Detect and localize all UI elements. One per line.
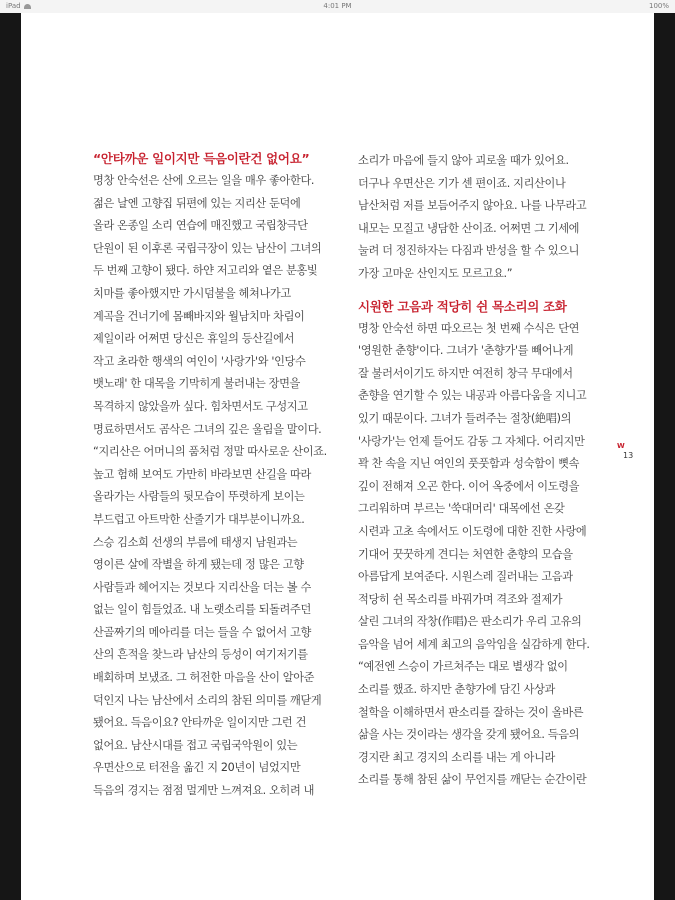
- body-line: 아름답게 보여준다. 시원스레 질러내는 고음과: [358, 570, 573, 584]
- body-line: 올라가는 사람들의 뒷모습이 뚜렷하게 보이는: [93, 490, 305, 504]
- body-line: 삶을 사는 것이라는 생각을 갖게 됐어요. 득음의: [358, 728, 580, 742]
- body-line: 음악을 넘어 세계 최고의 음악임을 실감하게 한다.: [358, 637, 590, 651]
- body-line: 올라 온종일 소리 연습에 매진했고 국립창극단: [93, 219, 308, 233]
- body-line: “지리산은 어머니의 품처럼 정말 따사로운 산이죠.: [93, 445, 327, 459]
- body-line: 배회하며 보냈죠. 그 허전한 마음을 산이 알아준: [93, 671, 315, 685]
- status-battery: 100%: [648, 2, 669, 10]
- body-line: 춘향을 연기할 수 있는 내공과 아름다움을 지니고: [358, 389, 587, 403]
- body-line: 없는 일이 힘들었죠. 내 노랫소리를 되돌려주던: [93, 603, 311, 617]
- page-folio: [617, 441, 633, 461]
- article-column-right: [358, 150, 616, 792]
- body-line: 산의 흔적을 찾느라 남산의 등성이 여기저기를: [93, 648, 308, 662]
- body-line: 없어요. 남산시대를 접고 국립국악원이 있는: [93, 738, 298, 752]
- body-line: '영원한 춘향'이다. 그녀가 '춘향가'를 빼어나게: [358, 344, 574, 358]
- status-carrier: iPad: [6, 0, 31, 13]
- article-column-left: [93, 150, 345, 803]
- body-line: 있기 때문이다. 그녀가 들려주는 절창(絶唱)의: [358, 411, 572, 425]
- body-line: 남산처럼 저를 보듬어주지 않아요. 나를 나무라고: [358, 199, 587, 213]
- body-line: 명료하면서도 곰삭은 그녀의 깊은 울림을 말이다.: [93, 422, 322, 436]
- body-line: 꽉 찬 속을 지닌 여인의 풋풋함과 성숙함이 뼛속: [358, 457, 580, 471]
- body-line: 우면산으로 터전을 옮긴 지 20년이 넘었지만: [93, 761, 301, 775]
- body-line: 덕인지 나는 남산에서 소리의 참된 의미를 깨닫게: [93, 693, 322, 707]
- right-body-text-bottom: [358, 318, 616, 792]
- body-line: 단원이 된 이후론 국립극장이 있는 남산이 그녀의: [93, 241, 322, 255]
- body-line: 경지란 최고 경지의 소리를 내는 게 아니라: [358, 750, 556, 764]
- body-line: '사랑가'는 언제 들어도 감동 그 자체다. 어리지만: [358, 434, 585, 448]
- body-line: 젊은 날엔 고향집 뒤편에 있는 지리산 둔덕에: [93, 196, 301, 210]
- body-line: 높고 험해 보여도 가만히 바라보면 산길을 따라: [93, 467, 311, 481]
- body-line: 가장 고마운 산인지도 모르고요.”: [358, 266, 513, 280]
- body-line: 내모는 모질고 냉담한 산이죠. 어쩌면 그 기세에: [358, 221, 580, 235]
- body-line: 제일이라 어쩌면 당신은 휴일의 등산길에서: [93, 332, 295, 346]
- magazine-page[interactable]: [21, 13, 654, 900]
- body-line: 뱃노래' 한 대목을 기막히게 불러내는 장면을: [93, 377, 300, 391]
- body-line: 목격하지 않았을까 싶다. 힘차면서도 구성지고: [93, 399, 308, 413]
- body-line: 영이른 살에 작별을 하게 됐는데 정 많은 고향: [93, 558, 304, 572]
- body-line: 더구나 우면산은 기가 센 편이죠. 지리산이나: [358, 176, 566, 190]
- body-line: 철학을 이해하면서 판소리를 잘하는 것이 올바른: [358, 705, 584, 719]
- body-line: 부드럽고 아트막한 산줄기가 대부분이니까요.: [93, 512, 305, 526]
- page-number: 13: [623, 451, 634, 460]
- body-line: 소리를 통해 참된 삶이 무언지를 깨닫는 순간이란: [358, 773, 587, 787]
- section-heading-left: “안타까운 일이지만 득음이란건 없어요”: [93, 151, 310, 166]
- body-line: 산골짜기의 메아리를 더는 들을 수 없어서 고향: [93, 625, 311, 639]
- body-line: 계곡을 건너기에 몸빼바지와 월남치마 차림이: [93, 309, 305, 323]
- body-line: 됐어요. 득음이요? 안타까운 일이지만 그런 건: [93, 716, 307, 730]
- magazine-logo-mark: W: [617, 442, 625, 450]
- body-line: 스승 김소희 선생의 부름에 태생지 남원과는: [93, 535, 298, 549]
- body-line: 잘 불러서이기도 하지만 여전히 창극 무대에서: [358, 366, 573, 380]
- status-time: 4:01 PM: [323, 2, 352, 10]
- body-line: 적당히 쉰 목소리를 바꿔가며 격조와 절제가: [358, 592, 563, 606]
- section-heading-right: 시원한 고음과 적당히 쉰 목소리의 조화: [358, 298, 567, 314]
- body-line: 치마를 좋아했지만 가시덤불을 헤쳐나가고: [93, 286, 291, 300]
- body-line: 눌려 더 정진하자는 다짐과 반성을 할 수 있으니: [358, 244, 580, 258]
- body-line: 사람들과 헤어지는 것보다 지리산을 더는 볼 수: [93, 580, 311, 594]
- right-frame: [654, 13, 675, 900]
- status-bar: [0, 0, 675, 13]
- body-line: 소리가 마음에 들지 않아 괴로울 때가 있어요.: [358, 154, 569, 167]
- body-line: “예전엔 스승이 가르쳐주는 대로 별생각 없이: [358, 660, 568, 674]
- body-line: 살린 그녀의 작창(作唱)은 판소리가 우리 고유의: [358, 615, 582, 629]
- left-body-text: [93, 170, 345, 803]
- left-frame: [0, 13, 21, 900]
- body-line: 명창 안숙선은 산에 오르는 일을 매우 좋아한다.: [93, 174, 315, 187]
- body-line: 명창 안숙선 하면 따오르는 첫 번째 수식은 단연: [358, 321, 580, 335]
- body-line: 두 번째 고향이 됐다. 하얀 저고리와 옅은 분홍빛: [93, 264, 318, 278]
- body-line: 깊이 전해져 오곤 한다. 이어 옥중에서 이도령을: [358, 479, 580, 493]
- right-body-text-top: [358, 150, 616, 286]
- body-line: 소리를 했죠. 하지만 춘향가에 담긴 사상과: [358, 683, 556, 697]
- body-line: 득음의 경지는 점점 멀게만 느껴져요. 오히려 내: [93, 784, 315, 798]
- body-line: 그리워하며 부르는 '쑥대머리' 대목에선 온갖: [358, 502, 565, 516]
- body-line: 작고 초라한 행색의 여인이 '사랑가'와 '인당수: [93, 354, 306, 368]
- body-line: 시련과 고초 속에서도 이도령에 대한 진한 사랑에: [358, 524, 587, 538]
- body-line: 기대어 꿋꿋하게 견디는 처연한 춘향의 모습을: [358, 547, 573, 561]
